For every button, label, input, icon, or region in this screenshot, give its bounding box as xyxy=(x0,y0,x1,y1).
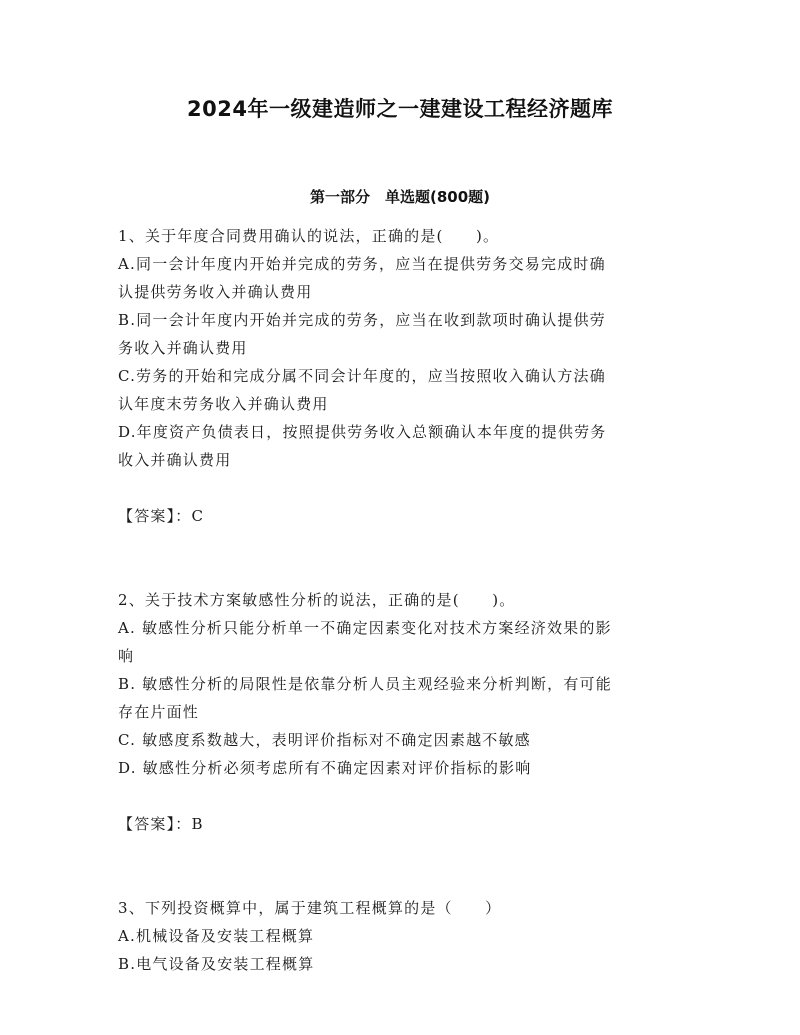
page-title: 2024年一级建造师之一建建设工程经济题库 xyxy=(187,97,613,121)
answer-line: 【答案】：C xyxy=(118,507,205,525)
question-stem: 3、下列投资概算中，属于建筑工程概算的是（ ） xyxy=(118,899,502,917)
option-line: B.电气设备及安装工程概算 xyxy=(118,955,315,973)
option-line: B. 敏感性分析的局限性是依靠分析人员主观经验来分析判断，有可能 xyxy=(118,675,612,693)
option-line: D.年度资产负债表日，按照提供劳务收入总额确认本年度的提供劳务 xyxy=(118,423,607,441)
question-2 xyxy=(118,586,688,838)
option-line: C.劳务的开始和完成分属不同会计年度的，应当按照收入确认方法确 xyxy=(118,367,606,385)
option-line: 存在片面性 xyxy=(118,703,200,721)
option-line: 认年度末劳务收入并确认费用 xyxy=(118,395,329,413)
option-line: 务收入并确认费用 xyxy=(118,339,248,357)
question-stem: 1、关于年度合同费用确认的说法，正确的是( )。 xyxy=(118,227,500,245)
section-title: 第一部分 单选题(800题) xyxy=(309,188,491,206)
spacer xyxy=(118,530,688,586)
option-line: 收入并确认费用 xyxy=(118,451,232,469)
option-line: 响 xyxy=(118,647,135,665)
option-line: 认提供劳务收入并确认费用 xyxy=(118,283,313,301)
option-line: D. 敏感性分析必须考虑所有不确定因素对评价指标的影响 xyxy=(118,759,532,777)
option-line: B.同一会计年度内开始并完成的劳务，应当在收到款项时确认提供劳 xyxy=(118,311,606,329)
answer-line: 【答案】：B xyxy=(118,815,204,833)
option-line: A.同一会计年度内开始并完成的劳务，应当在提供劳务交易完成时确 xyxy=(118,255,606,273)
option-line: C. 敏感度系数越大，表明评价指标对不确定因素越不敏感 xyxy=(118,731,531,749)
spacer xyxy=(118,838,688,894)
question-stem: 2、关于技术方案敏感性分析的说法，正确的是( )。 xyxy=(118,591,516,609)
question-3 xyxy=(118,894,688,978)
question-list xyxy=(118,222,688,978)
question-1 xyxy=(118,222,688,530)
option-line: A. 敏感性分析只能分析单一不确定因素变化对技术方案经济效果的影 xyxy=(118,619,612,637)
option-line: A.机械设备及安装工程概算 xyxy=(118,927,315,945)
